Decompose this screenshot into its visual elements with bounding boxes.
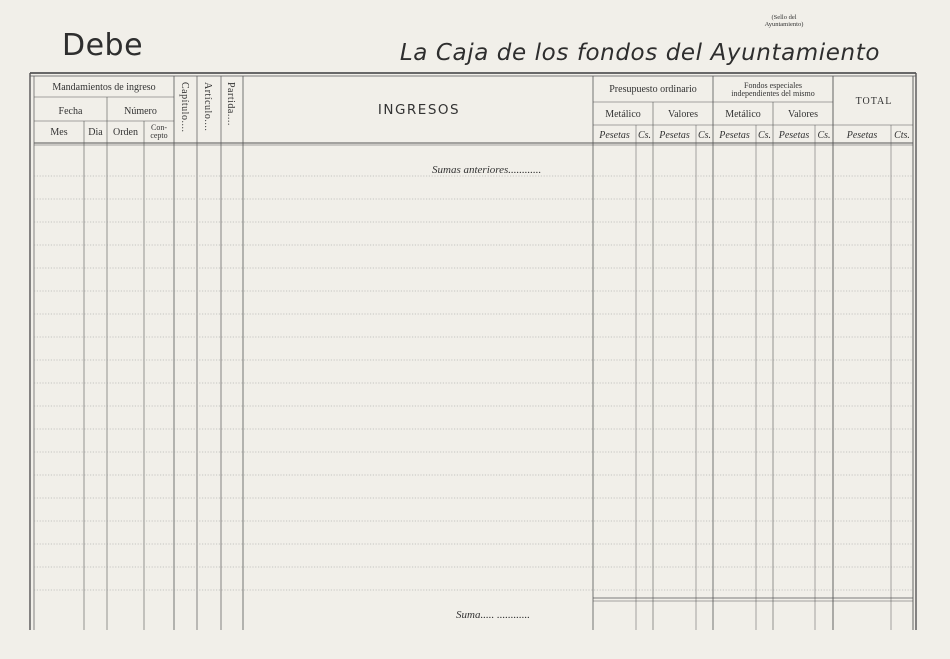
header-fondos-especiales xyxy=(713,82,833,98)
row-suma: Suma..... ............ xyxy=(456,609,530,621)
subheader-pesetas-1: Pesetas xyxy=(599,130,630,141)
subheader-pesetas-3: Pesetas xyxy=(719,130,750,141)
header-presupuesto: Presupuesto ordinario xyxy=(609,84,697,95)
seal-line-1: (Sello del xyxy=(771,14,797,21)
header-dia: Dia xyxy=(88,127,103,138)
header-metalico-2: Metálico xyxy=(725,109,761,120)
header-mandamientos: Mandamientos de ingreso xyxy=(52,82,156,93)
header-orden: Orden xyxy=(113,127,138,138)
subheader-pesetas-total: Pesetas xyxy=(846,130,878,141)
subheader-pesetas-4: Pesetas xyxy=(778,130,810,141)
header-numero: Número xyxy=(124,106,157,117)
header-mes: Mes xyxy=(50,127,68,138)
row-sumas-anteriores: Sumas anteriores............ xyxy=(432,164,542,176)
header-total: TOTAL xyxy=(855,96,893,107)
header-capitulo: Capítulo.... xyxy=(179,82,190,133)
subheader-cts-total: Cts. xyxy=(894,130,910,141)
page-title-caja: La Caja de los fondos del Ayuntamiento xyxy=(399,40,880,66)
header-articulo: Artículo.... xyxy=(202,82,213,132)
header-ingresos: INGRESOS xyxy=(377,102,461,118)
seal-line-2: Ayuntamiento) xyxy=(764,21,804,28)
header-valores-1: Valores xyxy=(668,109,698,120)
subheader-cs-2: Cs. xyxy=(697,130,712,141)
header-valores-2: Valores xyxy=(788,109,818,120)
subheader-cs-4: Cs. xyxy=(817,130,831,141)
fondos-line-2: independientes del mismo xyxy=(731,89,815,98)
subheader-cs-3: Cs. xyxy=(757,130,772,141)
header-partida: Partida.... xyxy=(225,82,236,126)
subheader-pesetas-2: Pesetas xyxy=(659,130,690,141)
page-title-debe: Debe xyxy=(62,28,144,63)
header-fecha: Fecha xyxy=(58,106,83,117)
fondos-line-1: Fondos especiales xyxy=(744,81,802,90)
header-concepto: Con- cepto xyxy=(150,123,168,140)
header-metalico-1: Metálico xyxy=(605,109,641,120)
subheader-cs-1: Cs. xyxy=(637,130,652,141)
